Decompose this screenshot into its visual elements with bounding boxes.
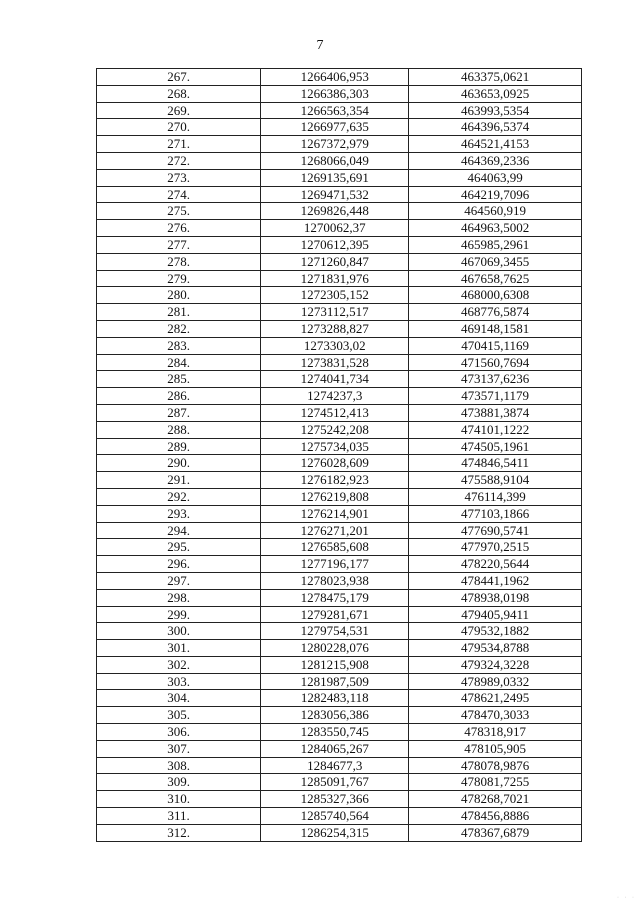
point-number-cell: 269.: [97, 102, 261, 119]
point-number-cell: 291.: [97, 472, 261, 489]
table-row: [97, 438, 582, 455]
x-coordinate-cell: 1275734,035: [261, 438, 409, 455]
x-coordinate-cell: 1278023,938: [261, 572, 409, 589]
y-coordinate-cell: 464560,919: [409, 203, 582, 220]
table-row: [97, 589, 582, 606]
point-number-cell: 283.: [97, 337, 261, 354]
y-coordinate-cell: 478938,0198: [409, 589, 582, 606]
x-coordinate-cell: 1273112,517: [261, 304, 409, 321]
point-number-cell: 277.: [97, 236, 261, 253]
table-row: [97, 388, 582, 405]
y-coordinate-cell: 478989,0332: [409, 673, 582, 690]
table-row: [97, 556, 582, 573]
point-number-cell: 275.: [97, 203, 261, 220]
y-coordinate-cell: 464369,2336: [409, 152, 582, 169]
table-row: [97, 253, 582, 270]
table-row: [97, 421, 582, 438]
x-coordinate-cell: 1284677,3: [261, 757, 409, 774]
table-row: [97, 85, 582, 102]
x-coordinate-cell: 1269471,532: [261, 186, 409, 203]
x-coordinate-cell: 1274041,734: [261, 371, 409, 388]
table-row: [97, 656, 582, 673]
point-number-cell: 298.: [97, 589, 261, 606]
table-row: [97, 169, 582, 186]
point-number-cell: 297.: [97, 572, 261, 589]
table-row: [97, 371, 582, 388]
point-number-cell: 284.: [97, 354, 261, 371]
x-coordinate-cell: 1276214,901: [261, 505, 409, 522]
point-number-cell: 309.: [97, 774, 261, 791]
x-coordinate-cell: 1278475,179: [261, 589, 409, 606]
y-coordinate-cell: 464063,99: [409, 169, 582, 186]
y-coordinate-cell: 478078,9876: [409, 757, 582, 774]
x-coordinate-cell: 1270612,395: [261, 236, 409, 253]
table-row: [97, 690, 582, 707]
point-number-cell: 271.: [97, 136, 261, 153]
point-number-cell: 281.: [97, 304, 261, 321]
table-row: [97, 640, 582, 657]
x-coordinate-cell: 1276182,923: [261, 472, 409, 489]
x-coordinate-cell: 1276585,608: [261, 539, 409, 556]
table-row: [97, 472, 582, 489]
x-coordinate-cell: 1285091,767: [261, 774, 409, 791]
y-coordinate-cell: 478470,3033: [409, 707, 582, 724]
y-coordinate-cell: 464963,5002: [409, 220, 582, 237]
y-coordinate-cell: 474101,1222: [409, 421, 582, 438]
point-number-cell: 293.: [97, 505, 261, 522]
point-number-cell: 304.: [97, 690, 261, 707]
point-number-cell: 294.: [97, 522, 261, 539]
table-row: [97, 404, 582, 421]
x-coordinate-cell: 1267372,979: [261, 136, 409, 153]
table-row: [97, 724, 582, 741]
x-coordinate-cell: 1266977,635: [261, 119, 409, 136]
x-coordinate-cell: 1271260,847: [261, 253, 409, 270]
point-number-cell: 282.: [97, 320, 261, 337]
table-row: [97, 220, 582, 237]
y-coordinate-cell: 471560,7694: [409, 354, 582, 371]
x-coordinate-cell: 1279754,531: [261, 623, 409, 640]
table-row: [97, 186, 582, 203]
x-coordinate-cell: 1276028,609: [261, 455, 409, 472]
point-number-cell: 287.: [97, 404, 261, 421]
point-number-cell: 272.: [97, 152, 261, 169]
y-coordinate-cell: 478081,7255: [409, 774, 582, 791]
table-row: [97, 673, 582, 690]
table-row: [97, 136, 582, 153]
table-row: [97, 539, 582, 556]
y-coordinate-cell: 463375,0621: [409, 69, 582, 86]
page-number: 7: [316, 38, 324, 53]
y-coordinate-cell: 478441,1962: [409, 572, 582, 589]
y-coordinate-cell: 463653,0925: [409, 85, 582, 102]
x-coordinate-cell: 1266406,953: [261, 69, 409, 86]
point-number-cell: 296.: [97, 556, 261, 573]
table-row: [97, 270, 582, 287]
y-coordinate-cell: 478318,917: [409, 724, 582, 741]
x-coordinate-cell: 1273303,02: [261, 337, 409, 354]
table-row: [97, 707, 582, 724]
x-coordinate-cell: 1281215,908: [261, 656, 409, 673]
y-coordinate-cell: 474505,1961: [409, 438, 582, 455]
x-coordinate-cell: 1283056,386: [261, 707, 409, 724]
y-coordinate-cell: 468776,5874: [409, 304, 582, 321]
point-number-cell: 274.: [97, 186, 261, 203]
table-row: [97, 320, 582, 337]
point-number-cell: 303.: [97, 673, 261, 690]
table-row: [97, 606, 582, 623]
table-row: [97, 488, 582, 505]
table-row: [97, 572, 582, 589]
y-coordinate-cell: 473571,1179: [409, 388, 582, 405]
x-coordinate-cell: 1266386,303: [261, 85, 409, 102]
x-coordinate-cell: 1268066,049: [261, 152, 409, 169]
y-coordinate-cell: 467658,7625: [409, 270, 582, 287]
point-number-cell: 305.: [97, 707, 261, 724]
point-number-cell: 299.: [97, 606, 261, 623]
x-coordinate-cell: 1273831,528: [261, 354, 409, 371]
x-coordinate-cell: 1274512,413: [261, 404, 409, 421]
y-coordinate-cell: 479534,8788: [409, 640, 582, 657]
x-coordinate-cell: 1275242,208: [261, 421, 409, 438]
x-coordinate-cell: 1280228,076: [261, 640, 409, 657]
point-number-cell: 292.: [97, 488, 261, 505]
table-row: [97, 757, 582, 774]
x-coordinate-cell: 1266563,354: [261, 102, 409, 119]
point-number-cell: 278.: [97, 253, 261, 270]
x-coordinate-cell: 1279281,671: [261, 606, 409, 623]
point-number-cell: 280.: [97, 287, 261, 304]
y-coordinate-cell: 467069,3455: [409, 253, 582, 270]
point-number-cell: 301.: [97, 640, 261, 657]
x-coordinate-cell: 1286254,315: [261, 824, 409, 841]
point-number-cell: 312.: [97, 824, 261, 841]
table-row: [97, 304, 582, 321]
y-coordinate-cell: 478621,2495: [409, 690, 582, 707]
table-row: [97, 824, 582, 841]
y-coordinate-cell: 478456,8886: [409, 808, 582, 825]
y-coordinate-cell: 464396,5374: [409, 119, 582, 136]
y-coordinate-cell: 473881,3874: [409, 404, 582, 421]
point-number-cell: 288.: [97, 421, 261, 438]
y-coordinate-cell: 478268,7021: [409, 791, 582, 808]
x-coordinate-cell: 1285327,366: [261, 791, 409, 808]
table-row: [97, 337, 582, 354]
point-number-cell: 308.: [97, 757, 261, 774]
point-number-cell: 273.: [97, 169, 261, 186]
y-coordinate-cell: 464219,7096: [409, 186, 582, 203]
y-coordinate-cell: 477103,1866: [409, 505, 582, 522]
point-number-cell: 307.: [97, 740, 261, 757]
x-coordinate-cell: 1285740,564: [261, 808, 409, 825]
x-coordinate-cell: 1270062,37: [261, 220, 409, 237]
y-coordinate-cell: 469148,1581: [409, 320, 582, 337]
x-coordinate-cell: 1269135,691: [261, 169, 409, 186]
table-row: [97, 505, 582, 522]
scan-edge-mark: · · ·: [617, 895, 636, 901]
x-coordinate-cell: 1274237,3: [261, 388, 409, 405]
x-coordinate-cell: 1283550,745: [261, 724, 409, 741]
y-coordinate-cell: 470415,1169: [409, 337, 582, 354]
x-coordinate-cell: 1284065,267: [261, 740, 409, 757]
y-coordinate-cell: 477690,5741: [409, 522, 582, 539]
table-row: [97, 522, 582, 539]
y-coordinate-cell: 463993,5354: [409, 102, 582, 119]
point-number-cell: 306.: [97, 724, 261, 741]
y-coordinate-cell: 473137,6236: [409, 371, 582, 388]
point-number-cell: 285.: [97, 371, 261, 388]
y-coordinate-cell: 479532,1882: [409, 623, 582, 640]
table-row: [97, 152, 582, 169]
x-coordinate-cell: 1276271,201: [261, 522, 409, 539]
point-number-cell: 300.: [97, 623, 261, 640]
point-number-cell: 286.: [97, 388, 261, 405]
table-row: [97, 623, 582, 640]
point-number-cell: 268.: [97, 85, 261, 102]
x-coordinate-cell: 1273288,827: [261, 320, 409, 337]
y-coordinate-cell: 479405,9411: [409, 606, 582, 623]
point-number-cell: 295.: [97, 539, 261, 556]
table-row: [97, 740, 582, 757]
point-number-cell: 279.: [97, 270, 261, 287]
y-coordinate-cell: 479324,3228: [409, 656, 582, 673]
table-row: [97, 287, 582, 304]
y-coordinate-cell: 464521,4153: [409, 136, 582, 153]
y-coordinate-cell: 475588,9104: [409, 472, 582, 489]
point-number-cell: 310.: [97, 791, 261, 808]
table-row: [97, 119, 582, 136]
y-coordinate-cell: 476114,399: [409, 488, 582, 505]
table-row: [97, 354, 582, 371]
table-row: [97, 203, 582, 220]
point-number-cell: 302.: [97, 656, 261, 673]
x-coordinate-cell: 1282483,118: [261, 690, 409, 707]
x-coordinate-cell: 1272305,152: [261, 287, 409, 304]
y-coordinate-cell: 478220,5644: [409, 556, 582, 573]
y-coordinate-cell: 468000,6308: [409, 287, 582, 304]
x-coordinate-cell: 1277196,177: [261, 556, 409, 573]
table-row: [97, 69, 582, 86]
y-coordinate-cell: 477970,2515: [409, 539, 582, 556]
point-number-cell: 270.: [97, 119, 261, 136]
x-coordinate-cell: 1276219,808: [261, 488, 409, 505]
coordinates-table: [96, 68, 582, 842]
coordinates-table-body: [97, 69, 582, 842]
y-coordinate-cell: 478367,6879: [409, 824, 582, 841]
point-number-cell: 276.: [97, 220, 261, 237]
y-coordinate-cell: 478105,905: [409, 740, 582, 757]
y-coordinate-cell: 465985,2961: [409, 236, 582, 253]
point-number-cell: 290.: [97, 455, 261, 472]
x-coordinate-cell: 1281987,509: [261, 673, 409, 690]
table-row: [97, 808, 582, 825]
table-row: [97, 102, 582, 119]
table-row: [97, 774, 582, 791]
table-row: [97, 455, 582, 472]
y-coordinate-cell: 474846,5411: [409, 455, 582, 472]
point-number-cell: 289.: [97, 438, 261, 455]
table-row: [97, 791, 582, 808]
point-number-cell: 311.: [97, 808, 261, 825]
point-number-cell: 267.: [97, 69, 261, 86]
x-coordinate-cell: 1269826,448: [261, 203, 409, 220]
x-coordinate-cell: 1271831,976: [261, 270, 409, 287]
table-row: [97, 236, 582, 253]
